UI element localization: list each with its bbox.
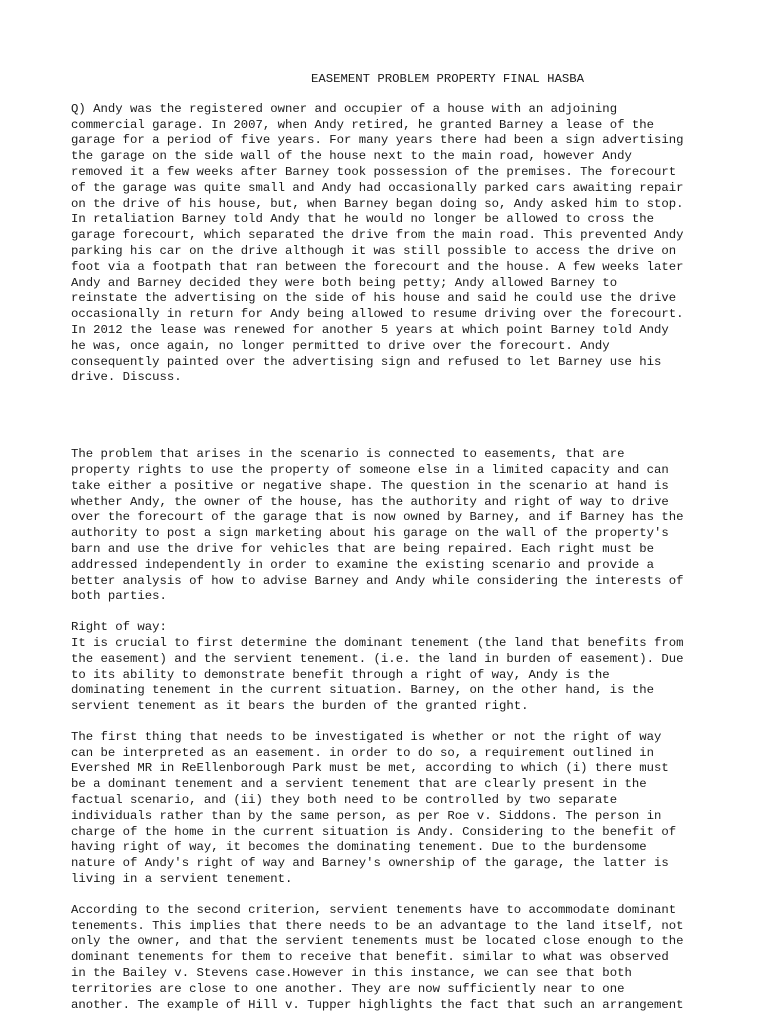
question-line: Andy and Barney decided they were both being petty; Andy allowed Barney to <box>71 275 618 290</box>
question-line: drive. Discuss. <box>71 370 182 385</box>
intro-line: over the forecourt of the garage that is now owned by Barney, and if Barney has the <box>71 510 684 525</box>
second-criterion-paragraph <box>71 903 711 1014</box>
question-line: consequently painted over the advertising sign and refused to let Barney use his <box>71 354 662 369</box>
intro-line: both parties. <box>71 589 167 604</box>
question-line: of the garage was quite small and Andy had occasionally parked cars awaiting repair <box>71 180 684 195</box>
right-of-way-line: the easement) and the servient tenement. (i.e. the land in burden of easement). Due <box>71 651 684 666</box>
first-thing-line: having right of way, it becomes the dominating tenement. Due to the burdensome <box>71 840 647 855</box>
question-paragraph <box>71 102 711 386</box>
intro-line: better analysis of how to advise Barney and Andy while considering the interests of <box>71 573 684 588</box>
first-thing-line: charge of the home in the current situation is Andy. Considering to the benefit of <box>71 824 677 839</box>
question-line: parking his car on the drive although it was still possible to access the drive on <box>71 243 677 258</box>
second-criterion-line: in the Bailey v. Stevens case.However in this instance, we can see that both <box>71 966 632 981</box>
second-criterion-line: tenements. This implies that there needs to be an advantage to the land itself, not <box>71 918 684 933</box>
intro-line: property rights to use the property of someone else in a limited capacity and can <box>71 462 669 477</box>
first-thing-line: nature of Andy's right of way and Barney's ownership of the garage, the latter is <box>71 856 669 871</box>
first-thing-paragraph <box>71 730 711 888</box>
question-line: In retaliation Barney told Andy that he would no longer be allowed to cross the <box>71 212 654 227</box>
right-of-way-line: It is crucial to first determine the dominant tenement (the land that benefits from <box>71 635 684 650</box>
first-thing-line: individuals rather than by the same person, as per Roe v. Siddons. The person in <box>71 808 662 823</box>
second-criterion-line: According to the second criterion, servient tenements have to accommodate dominant <box>71 902 677 917</box>
intro-paragraph <box>71 447 711 605</box>
first-thing-line: be a dominant tenement and a servient tenement that are clearly present in the <box>71 777 647 792</box>
right-of-way-line: to its ability to demonstrate benefit through a right of way, Andy is the <box>71 667 610 682</box>
question-line: In 2012 the lease was renewed for another 5 years at which point Barney told Andy <box>71 322 669 337</box>
first-thing-line: can be interpreted as an easement. in order to do so, a requirement outlined in <box>71 745 654 760</box>
right-of-way-line: servient tenement as it bears the burden of the granted right. <box>71 699 529 714</box>
question-line: occasionally in return for Andy being allowed to resume driving over the forecourt. <box>71 307 684 322</box>
second-criterion-line: only the owner, and that the servient tenements must be located close enough to the <box>71 934 684 949</box>
intro-line: The problem that arises in the scenario is connected to easements, that are <box>71 447 625 462</box>
question-line: garage for a period of five years. For many years there had been a sign advertising <box>71 133 684 148</box>
first-thing-line: factual scenario, and (ii) they both need to be controlled by two separate <box>71 793 618 808</box>
question-line: reinstate the advertising on the side of his house and said he could use the drive <box>71 291 677 306</box>
right-of-way-line: Right of way: <box>71 620 167 635</box>
intro-line: authority to post a sign marketing about his garage on the wall of the property's <box>71 526 669 541</box>
question-line: removed it a few weeks after Barney took possession of the premises. The forecourt <box>71 164 677 179</box>
intro-line: barn and use the drive for vehicles that are being repaired. Each right must be <box>71 541 654 556</box>
paragraph-gap <box>71 401 711 447</box>
question-line: garage forecourt, which separated the drive from the main road. This prevented Andy <box>71 228 684 243</box>
right-of-way-paragraph <box>71 620 711 715</box>
second-criterion-line: dominant tenements for them to receive that benefit. similar to what was observed <box>71 950 669 965</box>
first-thing-line: The first thing that needs to be investigated is whether or not the right of way <box>71 729 662 744</box>
intro-line: take either a positive or negative shape. The question in the scenario at hand is <box>71 478 669 493</box>
question-line: foot via a footpath that ran between the forecourt and the house. A few weeks later <box>71 259 684 274</box>
document-page <box>71 72 711 1028</box>
question-line: the garage on the side wall of the house next to the main road, however Andy <box>71 149 632 164</box>
question-line: on the drive of his house, but, when Barney began doing so, Andy asked him to stop. <box>71 196 684 211</box>
intro-line: addressed independently in order to examine the existing scenario and provide a <box>71 557 654 572</box>
right-of-way-line: dominating tenement in the current situation. Barney, on the other hand, is the <box>71 683 654 698</box>
first-thing-line: living in a servient tenement. <box>71 872 293 887</box>
intro-line: whether Andy, the owner of the house, has the authority and right of way to drive <box>71 494 669 509</box>
first-thing-line: Evershed MR in ReEllenborough Park must be met, according to which (i) there must <box>71 761 669 776</box>
document-title: EASEMENT PROBLEM PROPERTY FINAL HASBA <box>311 72 585 86</box>
second-criterion-line: another. The example of Hill v. Tupper highlights the fact that such an arrangement <box>71 997 684 1012</box>
question-line: commercial garage. In 2007, when Andy retired, he granted Barney a lease of the <box>71 117 654 132</box>
question-line: Q) Andy was the registered owner and occupier of a house with an adjoining <box>71 101 618 116</box>
question-line: he was, once again, no longer permitted to drive over the forecourt. Andy <box>71 338 610 353</box>
second-criterion-line: territories are close to one another. They are now sufficiently near to one <box>71 981 625 996</box>
